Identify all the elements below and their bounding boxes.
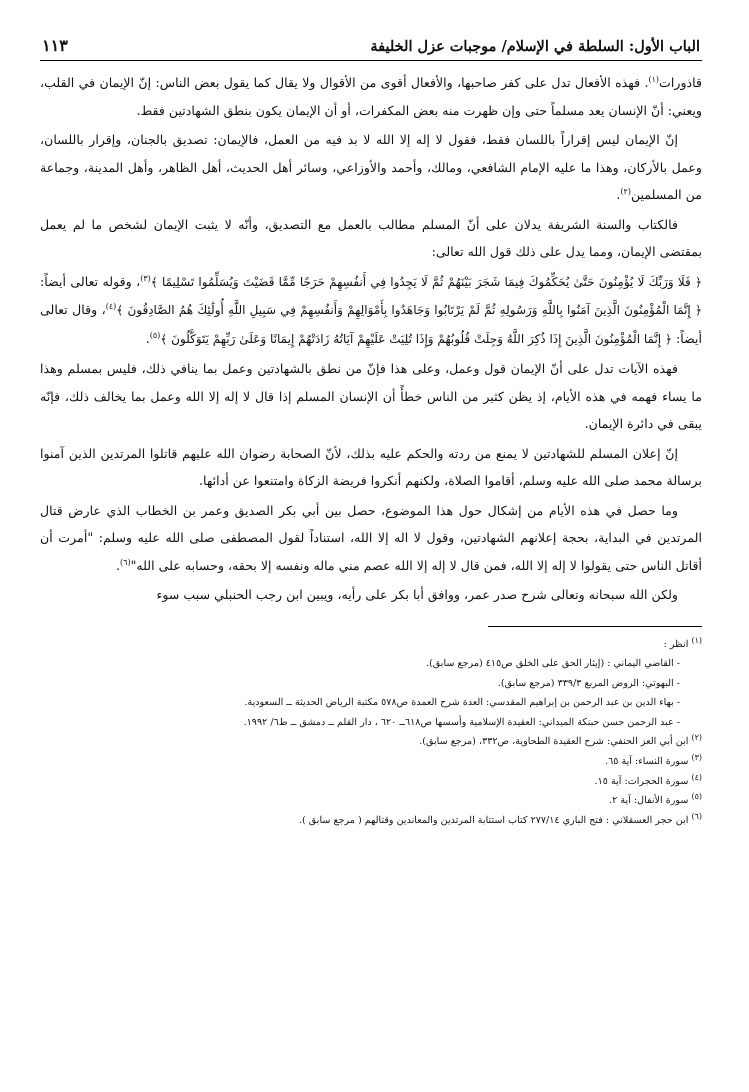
paragraph-2: [40, 126, 702, 209]
paragraph-1-rest: . فهذه الأفعال تدل على كفر صاحبها، والأفعال أقوى من الأقوال ولا يقال كما يقول بعض الناس: إنّ الإيمان في القلب، ويعني: أنّ الإنسان يعد مسلماً حتى وإن ظهرت منه بعض المكفرات، أو أن الإيمان يكون بنطق الشهادتين فقط.: [40, 75, 702, 118]
paragraph-2-text: إنّ الإيمان ليس إقراراً باللسان فقط، فقول لا إله إلا الله لا بد فيه من العمل، فالإيمان: تصديق بالجنان، وإقرار باللسان، وعمل بالأركان، وهذا ما عليه الإمام الشافعي، ومالك، وأحمد والأوزاعي، وسائر أهل الحديث، أهل الظاهر، وأهل المدينة، وجماعة من المسلمين: [40, 132, 702, 202]
footnote-ref-6: (٦): [120, 557, 131, 567]
paragraph-3: فالكتاب والسنة الشريفة يدلان على أنّ المسلم مطالب بالعمل مع التصديق، وأنّه لا يثبت الإيمان لشخص ما لم يعمل بمقتضى الإيمان، ومما يدل على ذلك قول الله تعالى:: [40, 216, 702, 259]
footnote-ref-2: (٢): [620, 186, 631, 196]
footnote-1: [40, 635, 702, 655]
running-header: [40, 36, 702, 61]
footnote-1-heading: انظر :: [663, 638, 689, 650]
paragraph-5: إنّ إعلان المسلم للشهادتين لا يمنع من ردته والحكم عليه بذلك، لأنّ الصحابة رضوان الله عليهم قاتلوا المرتدين الذين آمنوا برسالة محمد صلى الله عليه وسلم، أقاموا الصلاة، ولكنهم أنكروا فريضة الزكاة وامتنعوا عن أدائها.: [40, 445, 702, 488]
footnote-separator: [488, 626, 702, 627]
chapter-title: الباب الأول: السلطة في الإسلام/ موجبات عزل الخليفة: [370, 38, 700, 55]
paragraph-1: [40, 69, 702, 124]
connector-1: ، وقوله تعالى أيضاً:: [40, 273, 141, 289]
footnote-1-item: - بهاء الدين بن عبد الرحمن بن إبراهيم المقدسي: العدة شرح العمدة ص٥٧٨ مكتبة الرياض الحديثة ــ السعودية.: [244, 697, 680, 709]
connector-2: ، وقال تعالى أيضاً:: [40, 302, 702, 346]
paragraph-6-end: .: [116, 557, 121, 573]
footnote-ref-4: (٤): [105, 301, 117, 311]
footnote-2-number: (٢): [691, 733, 702, 743]
footnote-ref-5: (٥): [149, 330, 161, 340]
footnote-1-item: - البهوتي: الروض المربع ٣٣٩/٣ (مرجع سابق).: [497, 677, 680, 689]
verse-anfal-2: ﴿ إِنَّمَا الْمُؤْمِنُونَ الَّذِينَ إِذَا ذُكِرَ اللَّهُ وَجِلَتْ قُلُوبُهُمْ وَإِذَا تُلِيَتْ عَلَيْهِمْ آيَاتُهُ زَادَتْهُمْ إِيمَانًا وَعَلَىٰ رَبِّهِمْ يَتَوَكَّلُونَ ﴾: [160, 331, 672, 346]
quran-verses-block: [40, 268, 702, 354]
footnote-5: [40, 791, 702, 811]
footnote-1-item: - عبد الرحمن حسن حبنكة الميداني: العقيدة الإسلامية وأسسها ص٦١٨ــ ٦٢٠ ، دار القلم ــ دمشق ــ ط٦/ ١٩٩٢.: [243, 716, 680, 728]
footnote-ref-1: (١): [648, 74, 660, 84]
footnotes: [40, 635, 702, 831]
footnote-2: [40, 732, 702, 752]
paragraph-6-text: وما حصل في هذه الأيام من إشكال حول هذا الموضوع، حصل بين أبي بكر الصديق وعمر بن الخطاب الذي عارض قتال المرتدين في البداية، بحجة إعلانهم الشهادتين، وقول لا اله إلا الله، استناداً لقول المصطفى صلى الله عليه وسلم: "أمرت أن أقاتل الناس حتى يقولوا لا إله إلا الله، فمن قال لا إله إلا الله عصم مني ماله ونفسه إلا بحقه، وحسابه على الله": [40, 502, 702, 573]
footnote-5-number: (٥): [691, 792, 702, 802]
footnote-6-text: ابن حجر العسقلاني : فتح الباري ٢٧٧/١٤ كتاب استتابة المرتدين والمعاندين وقتالهم ( مرجع سابق ).: [298, 814, 689, 826]
verse-hujurat-15: ﴿ إِنَّمَا الْمُؤْمِنُونَ الَّذِينَ آمَنُوا بِاللَّهِ وَرَسُولِهِ ثُمَّ لَمْ يَرْتَابُوا وَجَاهَدُوا بِأَمْوَالِهِمْ وَأَنفُسِهِمْ فِي سَبِيلِ اللَّهِ أُولَٰئِكَ هُمُ الصَّادِقُونَ ﴾: [116, 303, 702, 317]
footnote-3-number: (٣): [691, 752, 702, 762]
footnote-3: [40, 752, 702, 772]
footnote-5-text: سورة الأنفال: آية ٢.: [609, 795, 689, 807]
footnote-2-text: ابن أبي العز الحنفي: شرح العقيدة الطحاوية، ص٣٣٢، (مرجع سابق).: [419, 736, 689, 748]
footnote-6: [40, 811, 702, 831]
footnote-1-item: - القاضي اليماني : (إيثار الحق على الخلق ص٤١٥ (مرجع سابق).: [426, 658, 680, 670]
verse-nisa-65: ﴿ فَلَا وَرَبِّكَ لَا يُؤْمِنُونَ حَتَّىٰ يُحَكِّمُوكَ فِيمَا شَجَرَ بَيْنَهُمْ ثُمَّ لَا يَجِدُوا فِي أَنفُسِهِمْ حَرَجًا مِّمَّا قَضَيْتَ وَيُسَلِّمُوا تَسْلِيمًا ﴾: [150, 274, 702, 289]
paragraph-6: [40, 497, 702, 580]
main-text: [40, 69, 702, 609]
footnote-4-number: (٤): [691, 772, 702, 782]
footnote-4: [40, 772, 702, 792]
footnote-ref-3: (٣): [140, 273, 151, 283]
paragraph-1-start: قاذورات: [659, 75, 702, 90]
paragraph-7: ولكن الله سبحانه وتعالى شرح صدر عمر، ووافق أبا بكر على رأيه، ويبين ابن رجب الحنبلي سبب سوء: [156, 587, 678, 602]
footnote-1-number: (١): [691, 635, 702, 645]
footnote-3-text: سورة النساء: آية ٦٥.: [605, 756, 689, 768]
page-number: ١١٣: [42, 36, 68, 55]
connector-3: .: [145, 330, 150, 346]
footnote-4-text: سورة الحجرات: آية ١٥.: [594, 775, 689, 787]
footnote-6-number: (٦): [691, 811, 702, 821]
paragraph-2-end: .: [616, 187, 621, 202]
paragraph-4: فهذه الآيات تدل على أنّ الإيمان قول وعمل، وعلى هذا فإنّ من نطق بالشهادتين وعمل بما ينافي ذلك، فليس بمسلم وهذا ما يساء فهمه في هذه الأيام، إذ يظن كثير من الناس خطأً أن الإنسان المسلم إذا قال لا إله إلا الله وعمل بما يخالف ذلك، فإنّه يبقى في دائرة الإيمان.: [40, 361, 702, 431]
